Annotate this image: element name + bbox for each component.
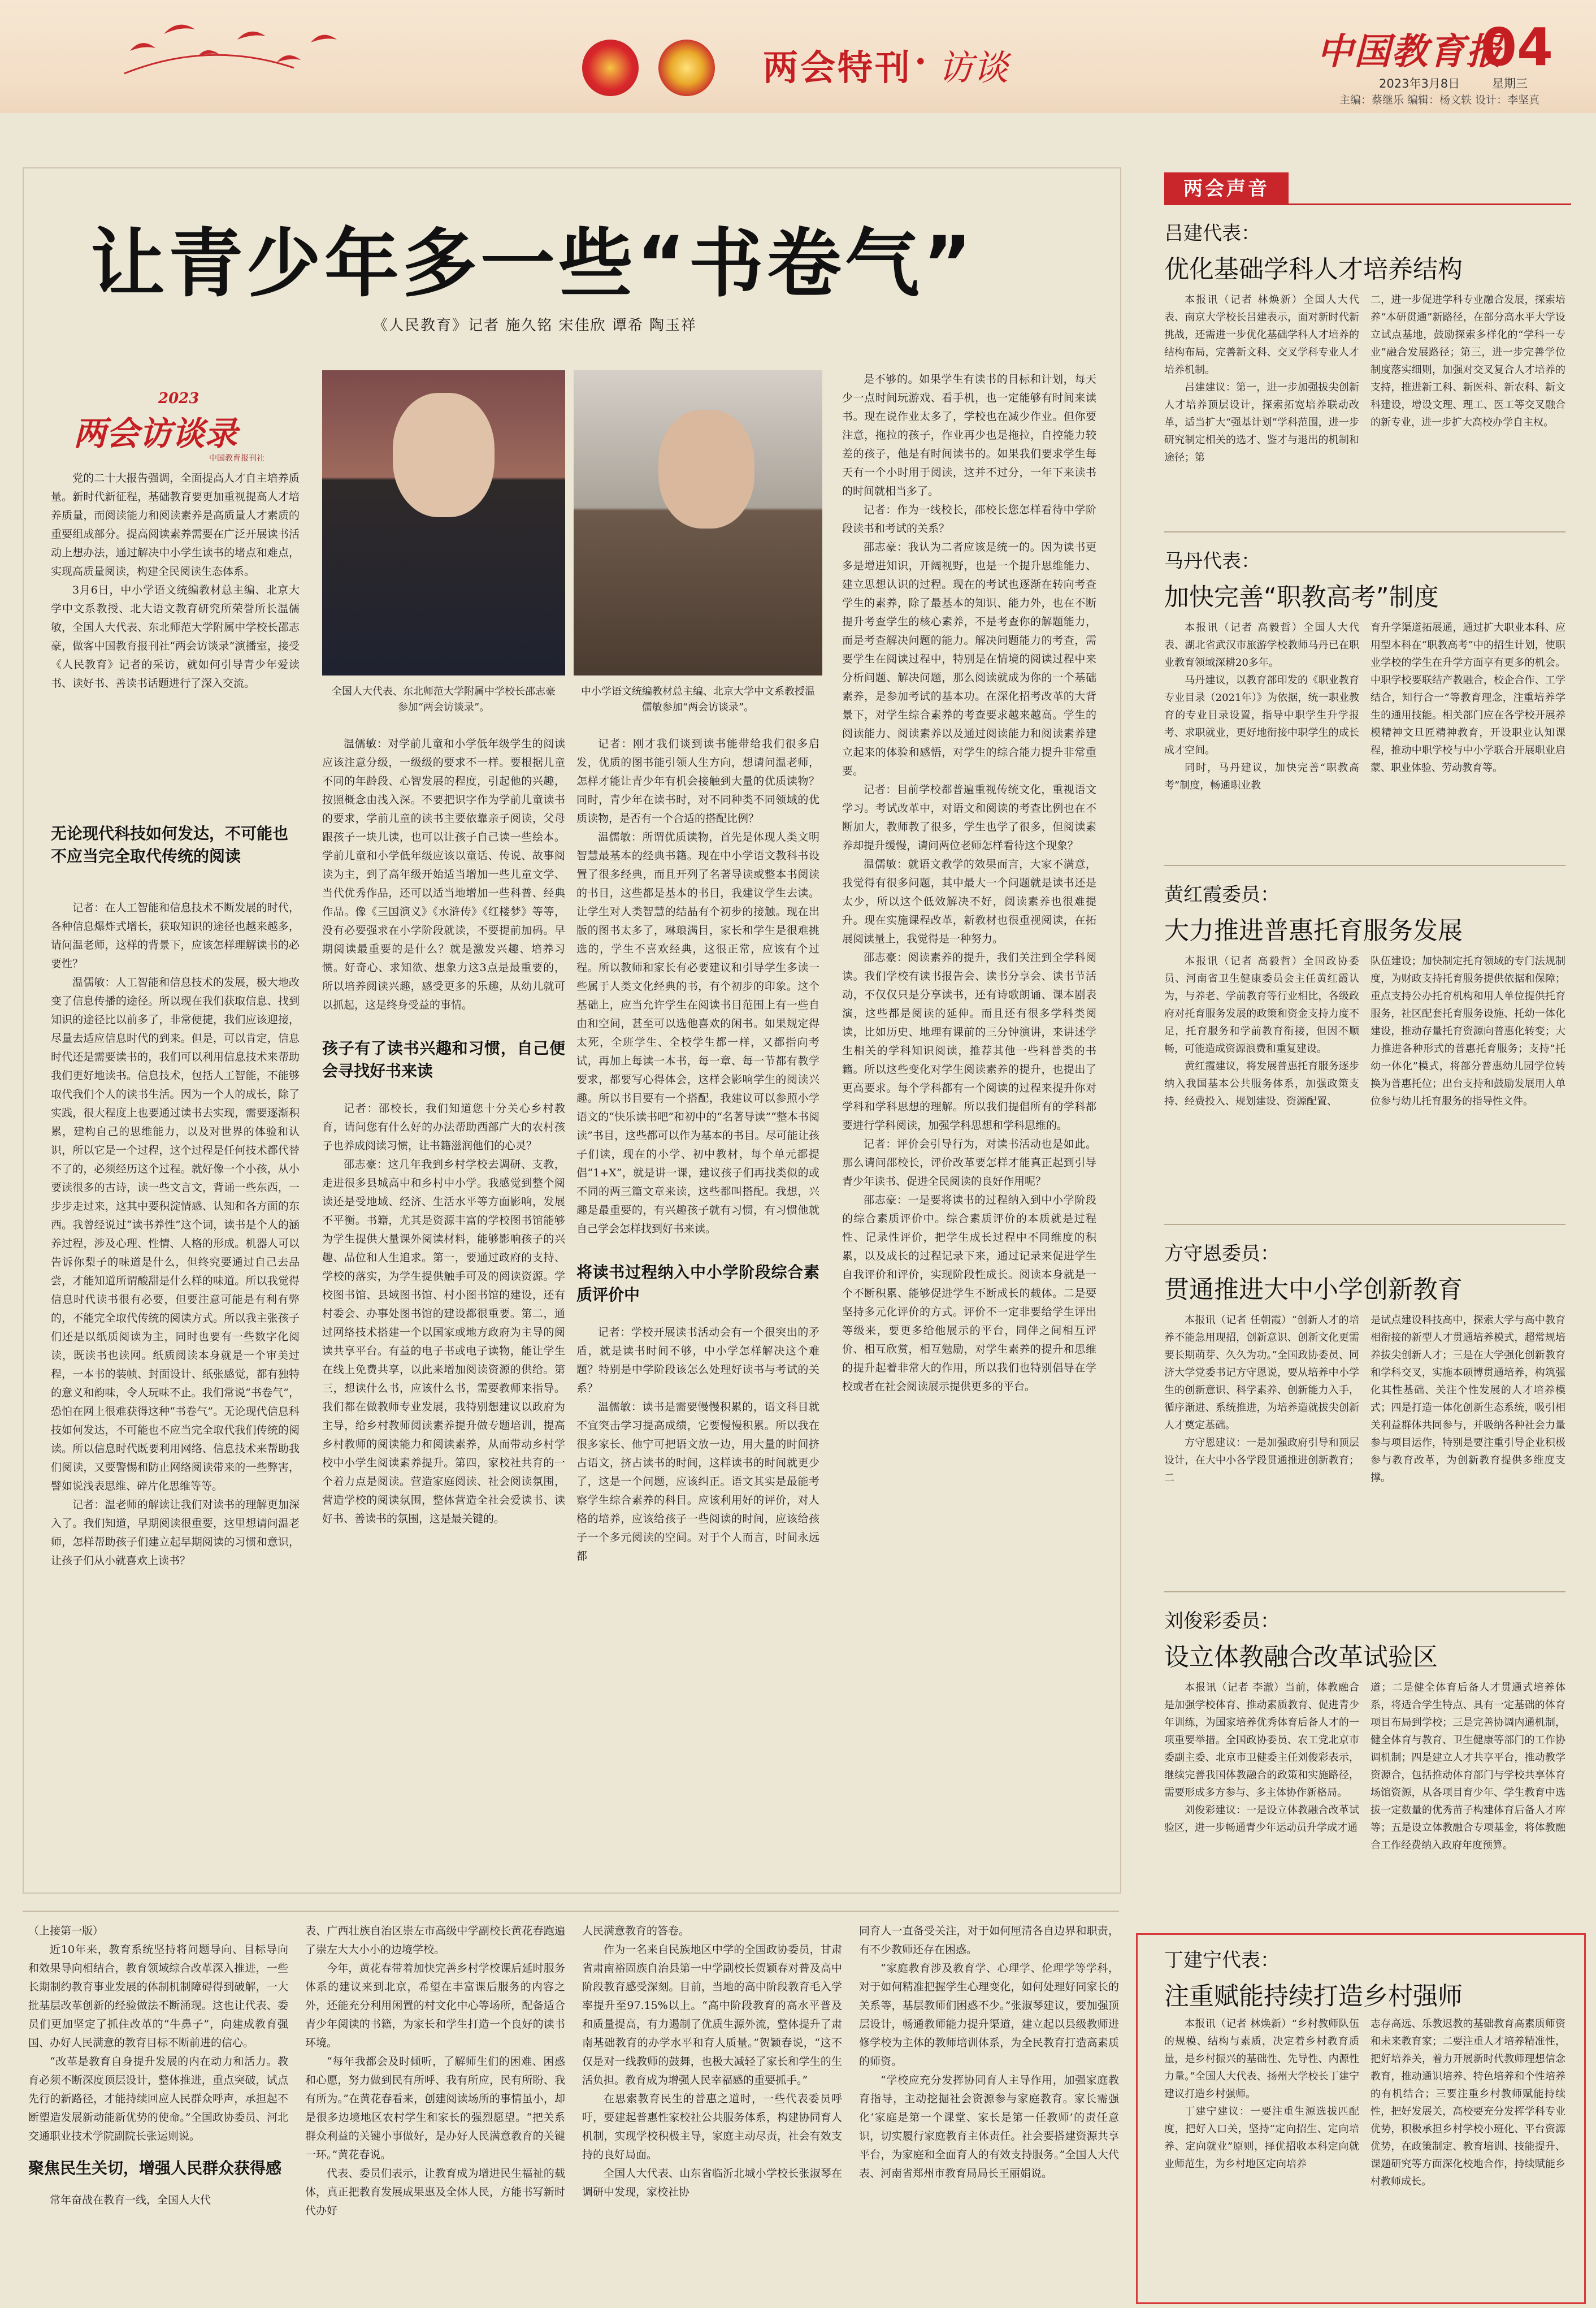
section-heading-1: 无论现代科技如何发达，不可能也不应当完全取代传统的阅读: [51, 824, 289, 865]
sidebar-title: 大力推进普惠托育服务发展: [1164, 916, 1463, 945]
photo2-caption: 中小学语文统编教材总主编、北京大学中文系教授温儒敏参加“两会访谈录”。: [581, 686, 815, 713]
sidebar-text-col-b: 是试点建设科技高中，探索大学与高中教育相衔接的新型人才贯通培养模式，超常规培养拔尖创新人才；三是在大学强化创新教育和学科交叉，实施本硕博贯通培养，构筑强化其性基础、关注个性发展的人才培养模式；四是打造一体化创新生态系统，吸引相关利益群体共同参与，并吸纳各种社会力量参与项目运作，特别是要注重引导企业积极参与教育改革，为创新教育提供多维度支撑。: [1371, 1314, 1565, 1484]
logo-text: 两会访谈录: [73, 414, 238, 453]
sidebar-text-col-a: 本报讯（记者 李澈）当前，体教融合是加强学校体育、推动素质教育、促进青少年训练，为国家培养优秀体育后备人才的一项重要举措。全国政协委员、农工党北京市委副主委、北京市卫健委主任刘俊彩表示，继续完善我国体教融合的政策和实施路径，需要形成多方参与、多主体协作新格局。 刘俊彩建议：一是设立体教融合改革试验区，进一步畅通青少年运动员升学成才通: [1164, 1682, 1359, 1834]
sidebar-title: 设立体教融合改革试验区: [1164, 1643, 1438, 1672]
section-heading-3: 将读书过程纳入中小学阶段综合素质评价中: [576, 1263, 819, 1304]
national-emblem-icon: [582, 40, 639, 96]
sidebar-divider: [1164, 1224, 1565, 1225]
photo-wen-rumin: [574, 370, 822, 675]
title-dot: ·: [914, 41, 927, 82]
masthead-banner: [0, 0, 1596, 113]
bottom-heading: 聚焦民生关切，增强人民群众获得感: [28, 2159, 282, 2177]
editorial-staff: 主编：蔡继乐 编辑：杨文轶 设计：李坚真: [1339, 94, 1540, 106]
photo-shao-zhihao: [322, 370, 565, 675]
sidebar-text-col-a: 本报讯（记者 林焕新）全国人大代表、南京大学校长吕建表示，面对新时代新挑战，还需进一步优化基础学科人才培养的结构布局，完善新文科、交叉学科专业人才培养机制。 吕建建议：第一，进一步加强拔尖创新人才培养顶层设计，探索拓宽培养联动改革，适当扩大“强基计划”学科范围，进一步研究制定相关的选才、鉴才与退出的机制和途径；第: [1164, 294, 1359, 464]
sidebar-text-col-b: 育升学渠道拓展通，通过扩大职业本科、应用型本科在“职教高考”中的招生计划，使职业学校的学生在升学方面享有更多的机会。中职学校要联结产教融合，校企合作、工学结合，知行合一”等教育理念，注重培养学生的通用技能。相关部门应在各学校开展养模精神文旦匠精神教育，开设职业认知课程，推动中职学校与中小学联合开展职业启蒙、职业体验、劳动教育等。: [1371, 622, 1565, 774]
cppcc-emblem-icon: [658, 40, 715, 96]
logo-year: 2023: [158, 390, 200, 407]
bottom-column-3: 人民满意教育的答卷。 作为一名来自民族地区中学的全国政协委员，甘肃省肃南裕固族自治县第一中学副校长贺颖春对普及高中阶段教育感受深刻。目前，当地的高中阶段教育毛入学率提升至97.15%以上。“高中阶段教育的高水平普及和质量提高，有力遏制了优质生源外流，整体提升了肃南基础教育的办学水平和育人质量。”贺颖春说，“这不仅是对一线教师的鼓舞，也极大减轻了家长和学生的生活负担。教育成为增强人民幸福感的重要抓手。” 在思索教育民生的普惠之道时，一些代表委员呼吁，要建起普惠性家校社公共服务体系，构建协同育人机制，实现学校积极主导，家庭主动尽责，社会有效支持的良好局面。 全国人大代表、山东省临沂北城小学校长张淑琴在调研中发现，家校社协: [582, 1925, 842, 2198]
column-1: 记者：在人工智能和信息技术不断发展的时代，各种信息爆炸式增长，获取知识的途径也越来越多，请问温老师，这样的背景下，应该怎样理解读书的必要性？ 温儒敏：人工智能和信息技术的发展，极大地改变了信息传播的途径。所以现在我们获取信息、找到知识的途径比以前多了，非常便捷，我们应该迎接，尽量去适应信息时代的到来。但是，可以肯定，信息时代还是需要读书的，我们可以利用信息技术来帮助我们更好地读书。信息技术，包括人工智能，不能够取代我们个人的读书生活。因为一个人的成长，除了实践，很大程度上也要通过读书去实现，需要逐渐积累，建构自己的思维能力，以及对世界的体验和认识，所以它是一个过程，这个过程是任何技术都代替不了的，必须经历这个过程。就好像一个小孩，从小要读很多的古诗，读一些文言文，背诵一些东西，一步步走过来，这其中要积淀情感、认知和各方面的东西。我曾经说过“读书养性”这个词，读书是个人的涵养过程，涉及心理、性情、人格的形成。机器人可以告诉你梨子的味道是什么，但终究要通过自己去品尝，才能知道所谓酸甜是什么样的味道。所以我觉得信息时代读书很有必要，但要注意可能是有利有弊的，不能完全取代传统的阅读方式。所以我主张孩子们还是以纸质阅读为主，同时也要有一些数字化阅读，既读书也读网。纸质阅读本身就是一个审美过程，一本书的装帧、封面设计、纸张感觉，都有独特的意义和韵味，令人玩味不止。我们常说“书卷气”，恐怕在网上很难获得这种“书卷气”。无论现代信息科技如何发达，不可能也不应当完全取代我们传统的阅读。所以信息时代既要利用网络、信息技术来帮助我们阅读，又要警惕和防止网络阅读带来的一些弊害，譬如说浅表思维、碎片化思维等等。 记者：温老师的解读让我们对读书的理解更加深入了。我们知道，早期阅读很重要，这里想请问温老师，怎样帮助孩子们建立起早期阅读的习惯和意识，让孩子们从小就喜欢上读书？: [51, 902, 300, 1567]
sidebar-person: 方守恩委员：: [1164, 1242, 1280, 1265]
photo1-caption: 全国人大代表、东北师范大学附属中学校长邵志豪参加“两会访谈录”。: [332, 686, 556, 713]
sidebar-title: 注重赋能持续打造乡村强师: [1164, 1982, 1463, 2011]
sidebar-text-col-b: 二，进一步促进学科专业融合发展，探索培养“本研贯通”新路径，在部分高水平大学设立试点基地，鼓励探索多样化的“学科一专业”融合发展路径；第三，进一步完善学位制度落实细则，加强对交叉复合人才培养的支持，推进新工科、新医科、新农科、新文科建设，增设文理、理工、医工等交叉融合的新专业，进一步扩大高校办学自主权。: [1371, 294, 1565, 428]
sidebar-text-col-b: 道；二是健全体育后备人才贯通式培养体系，将适合学生特点、具有一定基础的体育项目布局到学校；三是完善协调内通机制，健全体育与教育、卫生健康等部门的工作协调机制；四是建立人才共享平台，推动教学资源合，包括推动体育部门与学校共享体育场馆资源，从各项目育少年、学生教育中选拔一定数量的优秀苗子构建体育后备人才库等；五是设立体教融合专项基金，将体教融合工作经费纳入政府年度预算。: [1371, 1682, 1565, 1851]
birds-icon: [113, 17, 407, 85]
interview-logo: [73, 390, 277, 475]
bottom-column-2: 表、广西壮族自治区崇左市高级中学副校长黄花春跑遍了崇左大大小小的边境学校。 今年，黄花春带着加快完善乡村学校课后延时服务体系的建议来到北京，希望在丰富课后服务的内容之外，还能充分利用闲置的村文化中心等场所，配备适合青少年阅读的书籍，为家长和学生打造一个良好的读书环境。 “每年我都会及时倾听，了解师生们的困难、困惑和心愿，努力做到民有所呼、我有所应，民有所盼、我有所为。”在黄花春看来，创建阅读场所的事情虽小，却是很多边境地区农村学生和家长的强烈愿望。“把关系群众利益的关键小事做好，是办好人民满意教育的关键一环。”黄花春说。 代表、委员们表示，让教育成为增进民生福祉的载体，真正把教育发展成果惠及全体人民，方能书写新时代办好: [305, 1925, 565, 2217]
sidebar-person: 丁建宁代表：: [1164, 1949, 1280, 1972]
sidebar-text-col-b: 志存高远、乐教迟教的基础教育高素质师资和未来教育家；二要注重人才培养精准性，把好培养关，着力开展新时代教师理想信念教育，推动通识培养、特色培养和个性培养的有机结合；三要注重乡村教师赋能持续性，把好发展关，高校要充分发挥学科专业优势，积极承担乡村学校小班化、平台资源优势，在政策制定、教育培训、技能提升、课题研究等方面深化校地合作，持续赋能乡村教师成长。: [1371, 2018, 1565, 2188]
issue-date: 2023年3月8日: [1379, 77, 1460, 90]
paper-name: 中国教育报: [1317, 31, 1503, 73]
sidebar-person: 马丹代表：: [1164, 550, 1260, 573]
sidebar-divider: [1164, 531, 1565, 532]
section-heading-2: 孩子有了读书兴趣和习惯，自己便会寻找好书来读: [322, 1039, 565, 1080]
sidebar-title: 加快完善“职教高考”制度: [1164, 583, 1439, 612]
column-2: 温儒敏：对学前儿童和小学低年级学生的阅读应该注意分级，一级级的要求不一样。要根据儿童不同的年龄段、心智发展的程度，引起他的兴趣，按照概念由浅入深。不要把识字作为学前儿童读书的要求，学前儿童的读书主要依靠亲子阅读，父母跟孩子一块儿读，也可以让孩子自己读一些绘本。学前儿童和小学低年级应该以童话、传说、故事阅读为主，到了高年级开始适当增加一些儿童文学、当代优秀作品，还可以适当地增加一些科普、经典作品。像《三国演义》《水浒传》《红楼梦》等等，没有必要强求在小学阶段就读，不要提前加码。早期阅读最重要的是什么？就是激发兴趣、培养习惯。好奇心、求知欲、想象力这3点是最重要的，所以培养阅读兴趣，感受更多的乐趣，从幼儿就可以抓起，这是终身受益的事情。 孩子有了读书兴趣和习惯，自己便会寻找好书来读 记者：邵校长，我们知道您十分关心乡村教育，请问您有什么好的办法帮助西部广大的农村孩子也养成阅读习惯，让书籍滋润他们的心灵？ 邵志豪：这几年我到乡村学校去调研、支教，走进很多县城高中和乡村中小学。我感觉到整个阅读还是受地域、经济、生活水平等方面影响，发展不平衡。书籍，尤其是资源丰富的学校图书馆能够为学生提供大量课外阅读材料，能够影响孩子的兴趣、品位和人生追求。第一，要通过政府的支持、学校的落实，为学生提供触手可及的阅读资源。学校图书馆、县域图书馆、村小图书馆的建设，还有村委会、办事处图书馆的建设都很重要。第二，通过网络技术搭建一个以国家或地方政府为主导的阅读共享平台。有益的电子书或电子读物，能让学生在线上免费共享，以此来增加阅读资源的供给。第三，想读什么书，应该什么书，需要教师来指导。我们都在做教师专业发展，我特别想建议以政府为主导，给乡村教师阅读素养提升做专题培训，提高乡村教师的阅读能力和阅读素养，从而带动乡村学校中小学生阅读素养提升。第四，家校社共育的一个着力点是阅读。营造家庭阅读、社会阅读氛围，营造学校的阅读氛围，整体营造全社会爱读书、读好书、善读书的氛围，这是最关键的。: [322, 738, 565, 1525]
page-number: 04: [1481, 17, 1554, 77]
article-title: 让青少年多一些“书卷气”: [90, 220, 975, 308]
portrait-face: [393, 393, 495, 517]
sidebar-text-col-a: 本报讯（记者 任朝霞）“创新人才的培养不能急用现招，创新意识、创新文化更需要长期萌芽、久久为功。”全国政协委员、同济大学党委书记方守恩说，要从培养中小学生的创新意识、科学素养、创新能力入手，循序渐进、系统推进，为培养造就拔尖创新人才奠定基础。 方守恩建议：一是加强政府引导和顶层设计，在大中小各学段贯通推进创新教育；二: [1164, 1314, 1359, 1484]
sidebar-text-col-a: 本报讯（记者 高毅哲）全国人大代表、湖北省武汉市旅游学校教师马丹已在职业教育领域深耕20多年。 马丹建议，以教育部印发的《职业教育专业目录（2021年）》为依据，统一职业教育的专业目录设置，指导中职学生升学报考、求职就业，更好地衔接中职学生的成长成才空间。 同时，马丹建议，加快完善“职教高考”制度，畅通职业教: [1164, 622, 1359, 791]
article-byline: 《人民教育》记者 施久铭 宋佳欣 谭希 陶玉祥: [373, 317, 697, 334]
interview-column-title: 访谈: [938, 47, 1009, 88]
sidebar-title: 优化基础学科人才培养结构: [1164, 255, 1463, 284]
sidebar-text-col-b: 队伍建设；加快制定托育领域的专门法规制度，为财政支持托育服务提供依据和保障；重点支持公办托育机构和用人单位提供托育服务，社区配套托育服务设施、托幼一体化建设，推动存量托育资源向普惠化转变；大力推进各种形式的普惠托育服务；支持“托幼一体化”模式，将部分普惠幼儿园学位转换为普惠托位；出台支持和鼓励发展用人单位参与幼儿托育服务的指导性文件。: [1371, 955, 1565, 1107]
sidebar-person: 黄红霞委员：: [1164, 884, 1280, 906]
sidebar-tag-rule: [1289, 203, 1571, 205]
column-4: 是不够的。如果学生有读书的目标和计划，每天少一点时间玩游戏、看手机，也一定能够有时间来读书。现在说作业太多了，学校也在减少作业。但你要注意，拖拉的孩子，作业再少也是拖拉，自控能力较差的孩子，他是有时间读书的。如果我们要求学生每天有一个小时用于阅读，这并不过分，一年下来读书的时间就相当多了。 记者：作为一线校长，邵校长您怎样看待中学阶段读书和考试的关系？ 邵志豪：我认为二者应该是统一的。因为读书更多是增进知识，开阔视野，也是一个提升思维能力、建立思想认识的过程。现在的考试也逐渐在转向考查学生的素养，除了最基本的知识、能力外，也在不断提升考查学生的核心素养，不是考查你的解题能力，而是考查解决问题的能力。解决问题能力的考查，需要学生在阅读过程中，特别是在情境的阅读过程中来分析问题、解决问题，那么阅读就成为你的一个基础素养，是参加考试的基本功。在深化招考改革的大背景下，对学生综合素养的考查要求越来越高。学生的阅读能力、阅读素养以及通过阅读能力和阅读素养建立起来的体验和感悟，对学生的综合能力提升非常重要。 记者：目前学校都普遍重视传统文化，重视语文学习。考试改革中，对语文和阅读的考查比例也在不断加大，教师教了很多，学生也学了很多，但阅读素养却提升缓慢，请问两位老师怎样看待这个现象？ 温儒敏：就语文教学的效果而言，大家不满意，我觉得有很多问题，其中最大一个问题就是读书还是太少，所以这个低效解决不好，阅读素养也很难提升。现在实施课程改革，新教材也很重视阅读，在拓展阅读量上，我觉得是一种努力。 邵志豪：阅读素养的提升，我们关注到全学科阅读。我们学校有读书报告会、读书分享会、读书节活动，不仅仅只是分享读书，还有诗歌朗诵、课本剧表演，这些都是阅读的延伸。而且还有很多学科类阅读，比如历史、地理有课前的三分钟演讲，来讲述学生相关的学科知识阅读，推荐其他一些科普类的书籍。所以这些变化对学生阅读素养的提升，也提出了更高要求。每个学科都有一个阅读的过程来提升你对学科和学科思想的理解。所以我们提倡所有的学科都要进行学科阅读，加强学科思想和学科思维的。 记者：评价会引导行为，对读书活动也是如此。那么请问邵校长，评价改革要怎样才能真正起到引导青少年读书、促进全民阅读的良好作用呢？ 邵志豪：一是要将读书的过程纳入到中小学阶段的综合素质评价中。综合素质评价的本质就是过程性、记录性评价，把学生成长过程中不同维度的积累，以及成长的过程记录下来，通过记录来促进学生自我评价和评价，实现阶段性成长。阅读本身就是一个不断积累、能够促进学生不断成长的载体。二是要坚持多元化评价的方式。评价不一定非要给学生评出等级来，要更多给他展示的平台，同伴之间相互评价、相互欣赏，相互勉励，对学生素养的提升和思维的提升起着非常大的作用，所以我们也特别倡导在学校或者在社会阅读展示提供更多的平台。: [842, 373, 1096, 1393]
sidebar-person: 刘俊彩委员：: [1164, 1610, 1280, 1633]
sidebar-text-col-a: 本报讯（记者 林焕新）“乡村教师队伍的规模、结构与素质，决定着乡村教育质量，是乡村振兴的基础性、先导性、内源性力量。”全国人大代表、扬州大学校长丁建宁建议打造乡村强师。 丁建宁建议：一要注重生源选拔匹配度，把好入口关，坚持“定向招生、定向培养、定向就业”原则，择优招收本科定向就业师范生，为乡村地区定向培养: [1164, 2018, 1359, 2170]
special-edition-title: 两会特刊: [763, 47, 913, 88]
bottom-column-4: 同育人一直备受关注，对于如何厘清各自边界和职责，有不少教师还存在困惑。 “家庭教育涉及教育学、心理学、伦理学等学科，对于如何精准把握学生心理变化，如何处理好同家长的关系等，基层教师们困惑不少。”张淑琴建议，要加强顶层设计，畅通教师能力提升渠道，建立起以县级教师进修学校为主体的教师培训体系，为全民教育打造高素质的师资。 “学校应充分发挥协同育人主导作用，加强家庭教育指导，主动挖掘社会资源参与家庭教育。家长需强化‘家庭是第一个课堂、家长是第一任教师’的责任意识，切实履行家庭教育主体责任。社会要搭建资源共享平台，为家庭和全面育人的有效支持服务。”全国人大代表、河南省郑州市教育局局长王丽娟说。: [859, 1925, 1119, 2180]
bottom-divider: [23, 1911, 1119, 1912]
sidebar-divider: [1164, 1591, 1565, 1592]
intro-text: 党的二十大报告强调，全面提高人才自主培养质量。新时代新征程，基础教育要更加重视提高人才培养质量，而阅读能力和阅读素养是高质量人才素质的重要组成部分。提高阅读素养需要在广泛开展读书活动上想办法，通过解决中小学生读书的堵点和难点，实现高质量阅读，构建全民阅读生态体系。 3月6日，中小学语文统编教材总主编、北京大学中文系教授、北大语文教育研究所荣誉所长温儒敏，全国人大代表、东北师范大学附属中学校长邵志豪，做客中国教育报刊社“两会访谈录”演播室，接受《人民教育》记者的采访，就如何引导青少年爱读书、读好书、善读书话题进行了深入交流。: [51, 472, 300, 690]
sidebar-person: 吕建代表：: [1164, 222, 1260, 245]
sidebar-tag: 两会声音: [1164, 172, 1289, 205]
sidebar-title: 贯通推进大中小学创新教育: [1164, 1275, 1463, 1304]
portrait-face-2: [658, 410, 754, 529]
logo-subtitle: 中国教育报刊社: [209, 454, 264, 463]
issue-weekday: 星期三: [1492, 77, 1528, 90]
bottom-column-1: （上接第一版） 近10年来，教育系统坚持将问题导向、目标导向和效果导向相结合，教育领域综合改革深入推进，一些长期制约教育事业发展的体制机制障碍得到破解，一大批基层改革创新的经验做法不断涌现。这也让代表、委员们更加坚定了抓住改革的“牛鼻子”，向建成教育强国、办好人民满意的教育目标不断前进的信心。 “改革是教育自身提升发展的内在动力和活力。教育必须不断深度顶层设计，整体推进，重点突破，试点先行的新路径，才能持续回应人民群众呼声，承担起不断塑造发展新动能新优势的使命。”全国政协委员、河北交通职业技术学院副院长张运则说。 聚焦民生关切，增强人民群众获得感 常年奋战在教育一线，全国人大代: [28, 1925, 288, 2206]
sidebar-divider: [1164, 865, 1565, 866]
column-3: 记者：刚才我们谈到读书能带给我们很多启发，优质的图书能引领人生方向，想请问温老师，怎样才能让青少年有机会接触到大量的优质读物？同时，青少年在读书时，对不同种类不同领域的优质读物，是否有一个合适的搭配比例？ 温儒敏：所谓优质读物，首先是体现人类文明智慧最基本的经典书籍。现在中小学语文教科书设置了很多经典，而且开列了名著导读或整本书阅读的书目，这些都是基本的书目，我建议学生去读。让学生对人类智慧的结晶有个初步的接触。现在出版的图书太多了，琳琅满目，家长和学生是很难挑选的，学生不喜欢经典，这很正常，应该有个过程。所以教师和家长有必要建议和引导学生多读一些属于人类文化经典的书，有个初步的印象。这个基础上，应当允许学生在阅读书目范围上有一些自由和空间，甚至可以选他喜欢的闲书。如果规定得太死，全班学生、全校学生都一样，又都指向考试，再加上每读一本书，每一章、每一节都有教学要求，都要写心得体会，这样会影响学生的阅读兴趣。所以书目要有一个搭配，我建议可以参照小学语文的“快乐读书吧”和初中的“名著导读”“整本书阅读”书目，这些都可以作为基本的书目。尽可能让孩子们读，现在的小学、初中教材，每个单元都提倡“1+X”，就是讲一课，建议孩子们再找类似的或不同的两三篇文章来读，这些都叫搭配。我想，兴趣是最重要的，有兴趣孩子就有习惯，有习惯他就自己学会怎样找到好书来读。 将读书过程纳入中小学阶段综合素质评价中 记者：学校开展读书活动会有一个很突出的矛盾，就是读书时间不够，中小学怎样解决这个难题？特别是中学阶段该怎么处理好读书与考试的关系？ 温儒敏：读书是需要慢慢积累的，语文科目就不宜突击学习提高成绩，它要慢慢积累。所以我在很多家长、他宁可把语文放一边，用大量的时间挤占语文，挤占读书的时间，这样读书的时间就更少了，这是一个问题，应该纠正。语文其实是最能考察学生综合素养的科目。应该利用好的评价，对人格的培养，应该给孩子一些阅读的时间，应该给孩子一个多元阅读的空间。对于个人而言，时间永远都: [576, 738, 819, 1562]
sidebar-text-col-a: 本报讯（记者 高毅哲）全国政协委员、河南省卫生健康委员会主任黄红霞认为，与养老、学前教育等行业相比，各级政府对托育服务发展的政策和资金支持力度不足，托育服务和学前教育衔接，但因不顺畅，可能造成资源浪费和重复建设。 黄红霞建议，将发展普惠托育服务逐步纳入我国基本公共服务体系，加强政策支持、经费投入、规划建设、资源配置、: [1164, 955, 1359, 1107]
